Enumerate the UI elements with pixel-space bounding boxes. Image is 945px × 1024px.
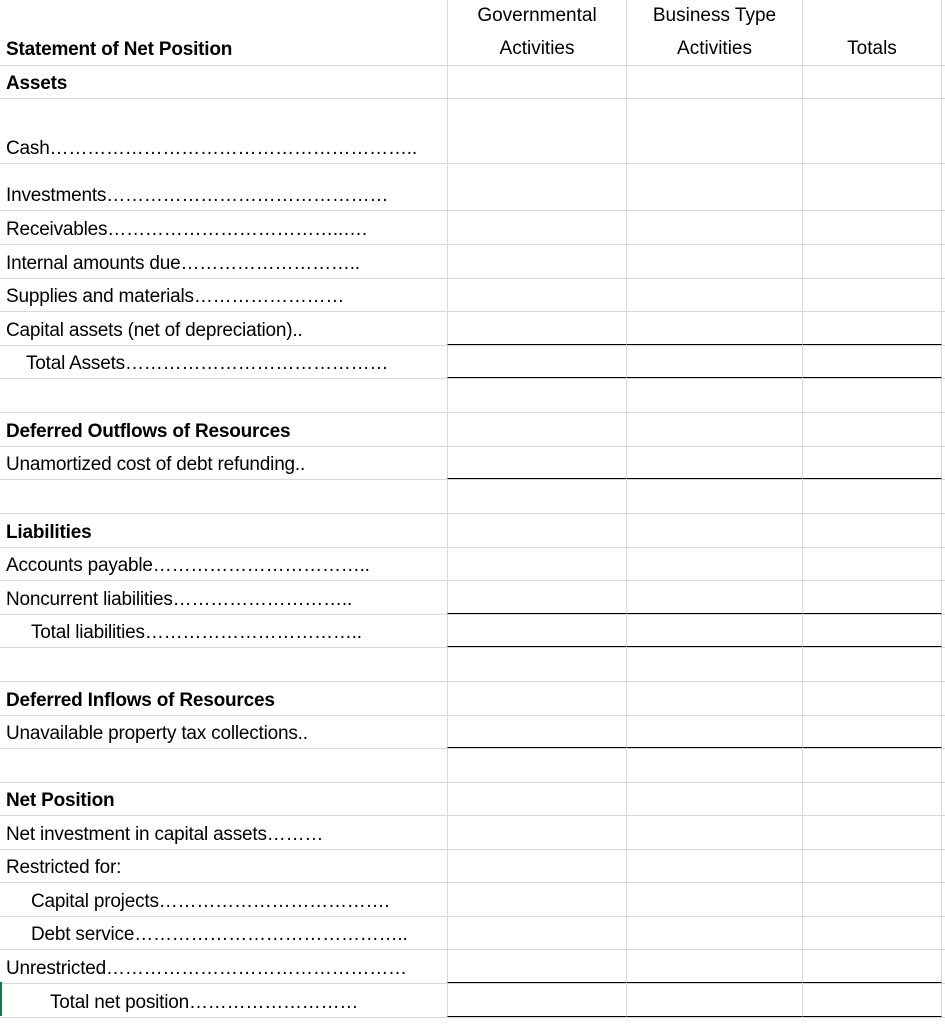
totals-cell[interactable]: [802, 447, 942, 479]
table-row: [0, 99, 945, 164]
label-cell[interactable]: [0, 514, 447, 547]
label-cell[interactable]: [0, 749, 447, 782]
totals-cell[interactable]: [802, 783, 942, 815]
row-label: Total net position………………………: [50, 992, 359, 1013]
governmental-cell[interactable]: [447, 716, 626, 748]
row-label: Noncurrent liabilities………………………..: [6, 589, 353, 610]
label-cell[interactable]: [0, 682, 447, 715]
business-cell[interactable]: [626, 346, 802, 378]
business-cell[interactable]: [626, 581, 802, 614]
table-row: [0, 749, 945, 783]
governmental-cell[interactable]: [447, 164, 626, 210]
label-cell[interactable]: [0, 99, 447, 163]
label-cell[interactable]: [0, 883, 447, 916]
table-row: [0, 581, 945, 615]
business-cell[interactable]: [626, 850, 802, 882]
header-row: [0, 0, 945, 66]
business-cell[interactable]: [626, 716, 802, 748]
section-liabilities: Liabilities: [6, 522, 92, 543]
row-label: Accounts payable……………………………..: [6, 555, 370, 576]
business-cell[interactable]: [626, 615, 802, 647]
table-row: [0, 312, 945, 346]
totals-cell[interactable]: [802, 379, 942, 412]
table-row: [0, 480, 945, 514]
section-net-position: Net Position: [6, 790, 115, 811]
label-cell[interactable]: [0, 66, 447, 98]
table-row: [0, 413, 945, 447]
totals-cell[interactable]: [802, 749, 942, 782]
label-cell[interactable]: [0, 211, 447, 244]
row-label: Receivables………………………………..….: [6, 219, 367, 240]
table-row: [0, 615, 945, 648]
label-cell[interactable]: [0, 984, 447, 1017]
business-cell[interactable]: [626, 312, 802, 345]
business-cell[interactable]: [626, 749, 802, 782]
label-cell[interactable]: [0, 548, 447, 580]
governmental-cell[interactable]: [447, 413, 626, 446]
label-cell[interactable]: [0, 312, 447, 345]
business-cell[interactable]: [626, 211, 802, 244]
totals-cell[interactable]: [802, 816, 942, 849]
business-cell[interactable]: [626, 984, 802, 1017]
label-cell[interactable]: [0, 850, 447, 882]
label-cell[interactable]: [0, 164, 447, 210]
business-cell[interactable]: [626, 950, 802, 983]
governmental-cell[interactable]: [447, 850, 626, 882]
totals-cell[interactable]: [802, 245, 942, 278]
business-cell[interactable]: [626, 379, 802, 412]
totals-cell[interactable]: [802, 279, 942, 311]
governmental-cell[interactable]: [447, 917, 626, 949]
table-row: [0, 984, 945, 1018]
governmental-cell[interactable]: [447, 783, 626, 815]
table-row: [0, 66, 945, 99]
totals-header-cell[interactable]: [802, 0, 942, 65]
governmental-cell[interactable]: [447, 950, 626, 983]
table-row: [0, 514, 945, 548]
business-cell[interactable]: [626, 883, 802, 916]
table-row: [0, 211, 945, 245]
governmental-cell[interactable]: [447, 984, 626, 1017]
business-cell[interactable]: [626, 66, 802, 98]
governmental-cell[interactable]: [447, 312, 626, 345]
business-header-line2: Activities: [677, 38, 752, 59]
governmental-cell[interactable]: [447, 66, 626, 98]
business-header-line1: Business Type: [652, 5, 777, 26]
row-label: Unavailable property tax collections..: [6, 723, 308, 744]
label-cell[interactable]: [0, 581, 447, 614]
governmental-cell[interactable]: [447, 480, 626, 513]
totals-cell[interactable]: [802, 211, 942, 244]
business-cell[interactable]: [626, 682, 802, 715]
business-header-cell[interactable]: [626, 0, 802, 65]
table-row: [0, 447, 945, 480]
table-row: [0, 245, 945, 279]
totals-cell[interactable]: [802, 514, 942, 547]
label-cell[interactable]: [0, 346, 447, 378]
totals-cell[interactable]: [802, 984, 942, 1017]
row-label: Net investment in capital assets………: [6, 824, 324, 845]
business-cell[interactable]: [626, 480, 802, 513]
row-label: Unamortized cost of debt refunding..: [6, 454, 306, 475]
totals-cell[interactable]: [802, 312, 942, 345]
label-cell[interactable]: [0, 648, 447, 681]
totals-cell[interactable]: [802, 716, 942, 748]
governmental-cell[interactable]: [447, 581, 626, 614]
table-row: [0, 850, 945, 883]
row-label: Total liabilities……………………………..: [31, 622, 362, 643]
governmental-cell[interactable]: [447, 648, 626, 681]
table-row: [0, 716, 945, 749]
totals-cell[interactable]: [802, 682, 942, 715]
totals-cell[interactable]: [802, 480, 942, 513]
active-cell-indicator: [0, 982, 2, 1016]
label-cell[interactable]: [0, 279, 447, 311]
governmental-cell[interactable]: [447, 211, 626, 244]
governmental-cell[interactable]: [447, 279, 626, 311]
label-cell[interactable]: [0, 816, 447, 849]
label-cell[interactable]: [0, 413, 447, 446]
label-cell[interactable]: [0, 245, 447, 278]
totals-cell[interactable]: [802, 648, 942, 681]
totals-cell[interactable]: [802, 346, 942, 378]
business-cell[interactable]: [626, 548, 802, 580]
row-label: Capital assets (net of depreciation)..: [6, 320, 303, 341]
label-cell[interactable]: [0, 480, 447, 513]
business-cell[interactable]: [626, 164, 802, 210]
business-cell[interactable]: [626, 816, 802, 849]
business-cell[interactable]: [626, 99, 802, 163]
totals-cell[interactable]: [802, 950, 942, 983]
totals-cell[interactable]: [802, 66, 942, 98]
section-deferred-outflows: Deferred Outflows of Resources: [6, 421, 291, 442]
governmental-cell[interactable]: [447, 615, 626, 647]
label-cell[interactable]: [0, 950, 447, 983]
business-cell[interactable]: [626, 514, 802, 547]
totals-cell[interactable]: [802, 917, 942, 949]
row-label: Total Assets……………………………………: [26, 353, 389, 374]
totals-cell[interactable]: [802, 615, 942, 647]
section-deferred-inflows: Deferred Inflows of Resources: [6, 690, 275, 711]
row-label: Debt service……………………………………..: [31, 924, 408, 945]
governmental-cell[interactable]: [447, 245, 626, 278]
table-row: [0, 917, 945, 950]
totals-cell[interactable]: [802, 883, 942, 916]
business-cell[interactable]: [626, 917, 802, 949]
business-cell[interactable]: [626, 245, 802, 278]
section-assets: Assets: [6, 73, 68, 94]
totals-cell[interactable]: [802, 581, 942, 614]
governmental-header-line2: Activities: [499, 38, 575, 59]
statement-title: Statement of Net Position: [6, 39, 233, 60]
totals-cell[interactable]: [802, 850, 942, 882]
row-label: Restricted for:: [6, 857, 122, 878]
table-row: [0, 682, 945, 716]
business-cell[interactable]: [626, 783, 802, 815]
governmental-cell[interactable]: [447, 883, 626, 916]
governmental-cell[interactable]: [447, 346, 626, 378]
governmental-header-line1: Governmental: [477, 5, 597, 26]
label-cell[interactable]: [0, 447, 447, 479]
row-label: Unrestricted…………………………………………: [6, 958, 407, 979]
table-row: [0, 883, 945, 917]
table-row: [0, 164, 945, 211]
row-label: Internal amounts due………………………..: [6, 253, 360, 274]
row-label: Capital projects……………………………….: [31, 891, 390, 912]
governmental-cell[interactable]: [447, 548, 626, 580]
label-cell[interactable]: [0, 917, 447, 949]
business-cell[interactable]: [626, 648, 802, 681]
business-cell[interactable]: [626, 279, 802, 311]
table-row: [0, 346, 945, 379]
totals-header: Totals: [847, 38, 897, 59]
table-row: [0, 950, 945, 984]
row-label: Investments………………………………………: [6, 185, 389, 206]
title-cell[interactable]: [0, 0, 447, 65]
row-label: Supplies and materials……………………: [6, 286, 345, 307]
row-label: Cash…………………………………………………..: [6, 138, 417, 159]
label-cell[interactable]: [0, 615, 447, 647]
governmental-cell[interactable]: [447, 99, 626, 163]
totals-cell[interactable]: [802, 413, 942, 446]
totals-cell[interactable]: [802, 548, 942, 580]
table-row: [0, 279, 945, 312]
governmental-cell[interactable]: [447, 816, 626, 849]
table-row: [0, 816, 945, 850]
table-row: [0, 783, 945, 816]
business-cell[interactable]: [626, 413, 802, 446]
table-row: [0, 548, 945, 581]
table-row: [0, 379, 945, 413]
governmental-cell[interactable]: [447, 379, 626, 412]
governmental-cell[interactable]: [447, 749, 626, 782]
label-cell[interactable]: [0, 379, 447, 412]
governmental-cell[interactable]: [447, 447, 626, 479]
totals-cell[interactable]: [802, 164, 942, 210]
governmental-header-cell[interactable]: [447, 0, 626, 65]
governmental-cell[interactable]: [447, 514, 626, 547]
governmental-cell[interactable]: [447, 682, 626, 715]
totals-cell[interactable]: [802, 99, 942, 163]
label-cell[interactable]: [0, 783, 447, 815]
label-cell[interactable]: [0, 716, 447, 748]
business-cell[interactable]: [626, 447, 802, 479]
table-row: [0, 648, 945, 682]
